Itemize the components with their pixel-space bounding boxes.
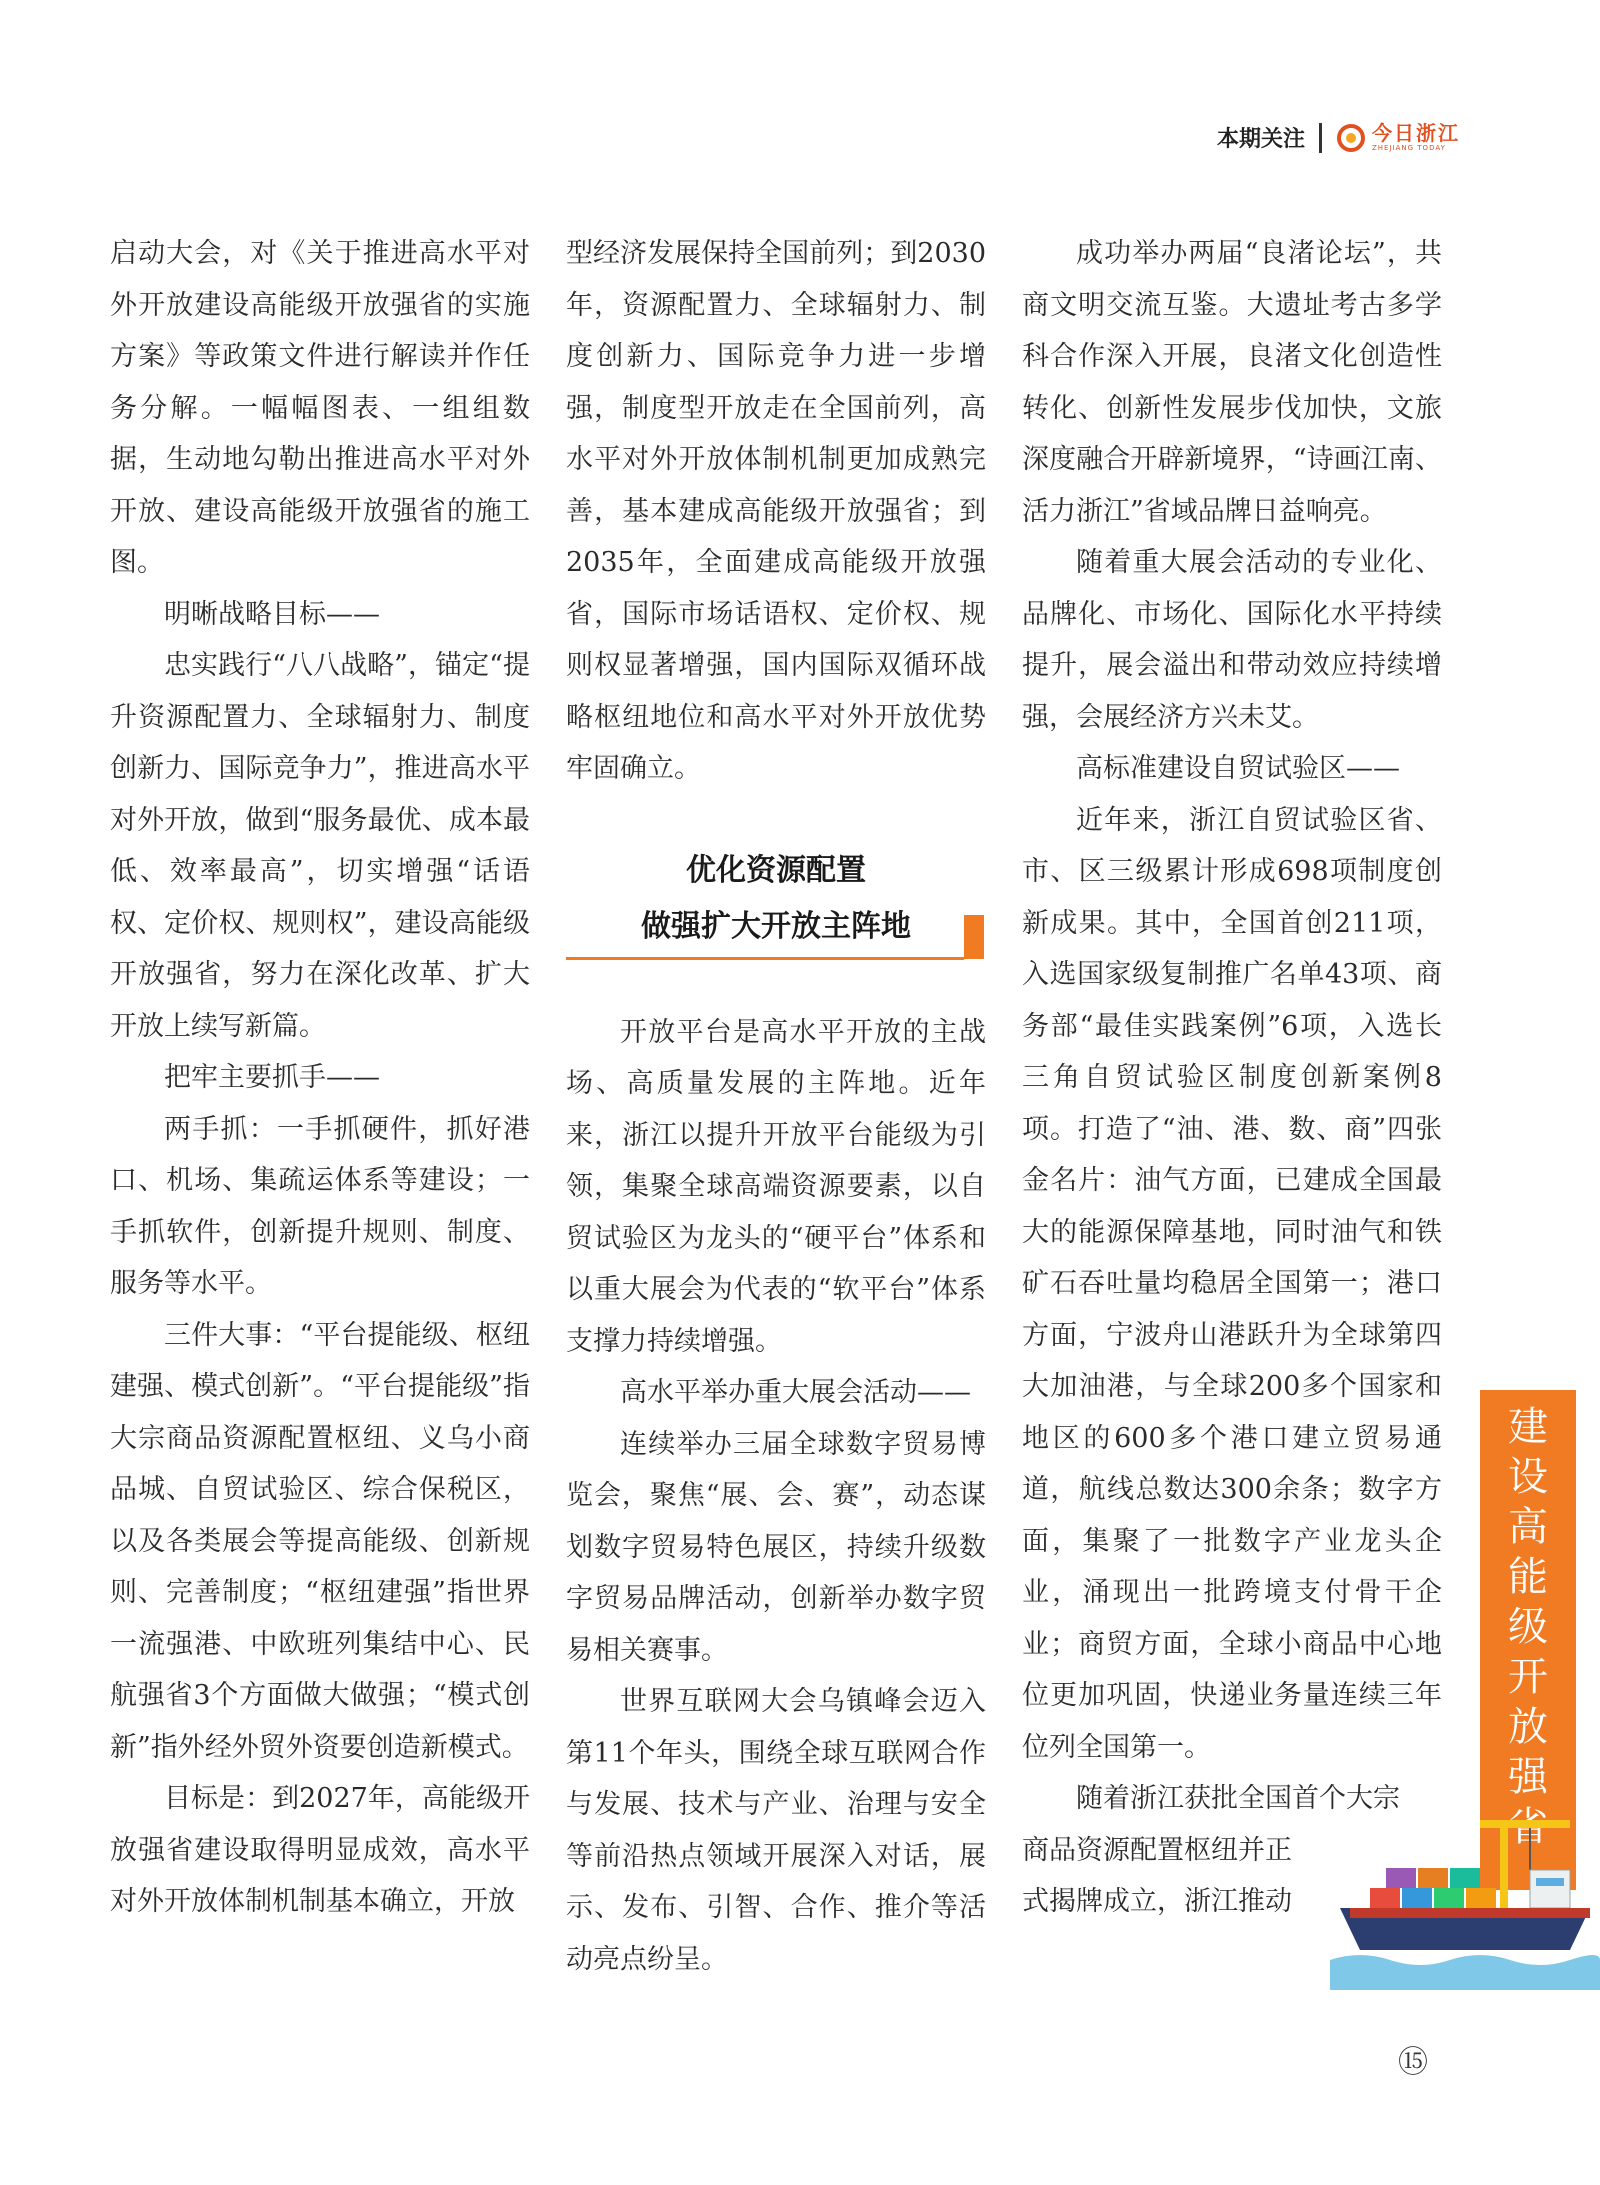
- side-tab-char: 放: [1508, 1704, 1548, 1750]
- paragraph: 随着重大展会活动的专业化、品牌化、市场化、国际化水平持续提升，展会溢出和带动效应持续增强，会展经济方兴未艾。: [1022, 547, 1442, 733]
- paragraph: 近年来，浙江自贸试验区省、市、区三级累计形成698项制度创新成果。其中，全国首创211项，入选国家级复制推广名单43项、商务部“最佳实践案例”6项，入选长三角自贸试验区制度创新案例8项。打造了“油、港、数、商”四张金名片：油气方面，已建成全国最大的能源保障基地，同时油气和铁矿石吞吐量均稳居全国第一；港口方面，宁波舟山港跃升为全球第四大加油港，与全球200多个国家和地区的600多个港口建立贸易通道，航线总数达300余条；数字方面，集聚了一批数字产业龙头企业，涌现出一批跨境支付骨干企业；商贸方面，全球小商品中心地位更加巩固，快递业务量连续三年位列全国第一。: [1022, 804, 1442, 1763]
- column-1: [110, 228, 530, 1928]
- section-heading: [566, 815, 986, 993]
- side-tab-char: 级: [1508, 1604, 1548, 1650]
- paragraph: 目标是：到2027年，高能级开放强省建设取得明显成效，高水平对外开放体制机制基本确立，开放: [110, 1783, 530, 1917]
- page-header: [1217, 122, 1460, 153]
- paragraph: 连续举办三届全球数字贸易博览会，聚焦“展、会、赛”，动态谋划数字贸易特色展区，持续升级数字贸易品牌活动，创新举办数字贸易相关赛事。: [566, 1428, 986, 1666]
- tail-line: 商品资源配置枢纽并正: [1022, 1834, 1292, 1866]
- side-tab-char: 强: [1508, 1754, 1548, 1800]
- section-label: 本期关注: [1216, 127, 1305, 152]
- magazine-logo: [1336, 123, 1460, 153]
- subheading: 高标准建设自贸试验区——: [1076, 753, 1400, 784]
- side-tab-char: 建: [1508, 1404, 1548, 1450]
- logo-swirl-icon: [1336, 123, 1366, 153]
- side-tab-char: 开: [1508, 1654, 1548, 1700]
- paragraph: 忠实践行“八八战略”，锚定“提升资源配置力、全球辐射力、制度创新力、国际竞争力”，推进高水平对外开放，做到“服务最优、成本最低、效率最高”，切实增强“话语权、定价权、规则权”，建设高能级开放强省，努力在深化改革、扩大开放上续写新篇。: [110, 650, 530, 1042]
- side-tab-char: 设: [1508, 1454, 1548, 1500]
- paragraph: 三件大事：“平台提能级、枢纽建强、模式创新”。“平台提能级”指大宗商品资源配置枢纽、义乌小商品城、自贸试验区、综合保税区，以及各类展会等提高能级、创新规则、完善制度；“枢纽建强”指世界一流强港、中欧班列集结中心、民航强省3个方面做大做强；“模式创新”指外经外贸外资要创造新模式。: [110, 1319, 530, 1763]
- paragraph: 启动大会，对《关于推进高水平对外开放建设高能级开放强省的实施方案》等政策文件进行解读并作任务分解。一幅幅图表、一组组数据，生动地勾勒出推进高水平对外开放、建设高能级开放强省的施工图。: [110, 238, 530, 578]
- logo-text: 今日浙江: [1372, 121, 1460, 145]
- header-divider: [1319, 123, 1322, 153]
- heading-rule: [566, 957, 964, 960]
- side-tab-char: 高: [1508, 1504, 1548, 1550]
- tail-line: 随着浙江获批全国首个大宗: [1076, 1783, 1400, 1814]
- column-3: [1022, 228, 1442, 1928]
- paragraph: 型经济发展保持全国前列；到2030年，资源配置力、全球辐射力、制度创新力、国际竞争力进一步增强，制度型开放走在全国前列，高水平对外开放体制机制更加成熟完善，基本建成高能级开放强省；到2035年，全面建成高能级开放强省，国际市场话语权、定价权、规则权显著增强，国内国际双循环战略枢纽地位和高水平对外开放优势牢固确立。: [566, 238, 986, 784]
- tail-line: 式揭牌成立，浙江推动: [1022, 1886, 1292, 1917]
- paragraph: 两手抓：一手抓硬件，抓好港口、机场、集疏运体系等建设；一手抓软件，创新提升规则、制度、服务等水平。: [110, 1113, 530, 1299]
- heading-corner-accent: [964, 915, 984, 959]
- column-2: [566, 228, 986, 1985]
- paragraph: 成功举办两届“良渚论坛”，共商文明交流互鉴。大遗址考古多学科合作深入开展，良渚文化创造性转化、创新性发展步伐加快，文旅深度融合开辟新境界，“诗画江南、活力浙江”省域品牌日益响亮。: [1022, 238, 1442, 527]
- cargo-ship-illustration: [1330, 1810, 1600, 1990]
- side-tab-char: 能: [1508, 1554, 1548, 1600]
- subheading: 明晰战略目标——: [164, 598, 380, 630]
- subheading: 把牢主要抓手——: [164, 1062, 380, 1093]
- page-number: ⑮: [1398, 2045, 1428, 2080]
- paragraph: 世界互联网大会乌镇峰会迈入第11个年头，围绕全球互联网合作与发展、技术与产业、治理与安全等前沿热点领域开展深入对话，展示、发布、引智、合作、推介等活动亮点纷呈。: [566, 1686, 986, 1975]
- paragraph: 开放平台是高水平开放的主战场、高质量发展的主阵地。近年来，浙江以提升开放平台能级为引领，集聚全球高端资源要素，以自贸试验区为龙头的“硬平台”体系和以重大展会为代表的“软平台”体系支撑力持续增强。: [566, 1016, 986, 1357]
- subheading: 高水平举办重大展会活动——: [620, 1377, 971, 1408]
- logo-subtext: ZHEJIANG TODAY: [1372, 144, 1446, 152]
- section-heading-line2: 做强扩大开放主阵地: [641, 908, 911, 944]
- section-heading-line1: 优化资源配置: [686, 852, 866, 888]
